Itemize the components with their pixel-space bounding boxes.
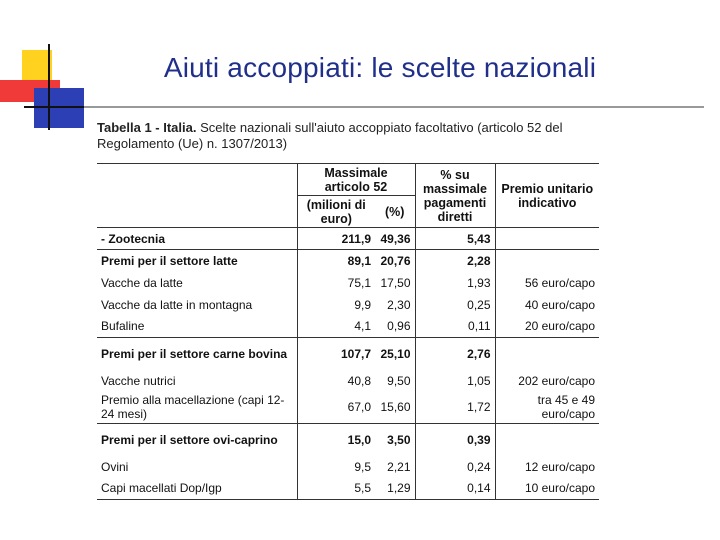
cell-pct-su: 0,11: [415, 316, 495, 338]
cell-pct-su: 0,14: [415, 478, 495, 500]
cell-pct: 0,96: [387, 319, 411, 334]
cell-premio: [495, 250, 599, 272]
cell-premio: [495, 338, 599, 370]
cell-pct-su: 2,76: [415, 338, 495, 370]
row-label: Bufaline: [101, 319, 145, 334]
table-row: [97, 392, 599, 424]
row-label: Premi per il settore carne bovina: [97, 338, 297, 370]
cell-pct-su: 0,24: [415, 456, 495, 478]
row-label: Capi macellati Dop/Igp: [97, 478, 297, 500]
cell-pct: 25,10: [375, 338, 415, 370]
cell-milioni: 9,5: [297, 456, 375, 478]
cell-pct-su: 1,72: [415, 392, 495, 424]
cell-pct-su: 0,39: [415, 424, 495, 456]
row-label: - Zootecnia: [97, 228, 297, 250]
table-row: [97, 456, 599, 478]
header-pct: (%): [375, 196, 415, 228]
row-label: Ovini: [101, 459, 129, 474]
caption-text: Scelte nazionali sull'aiuto accoppiato facoltativo (articolo 52 del Regolamento (Ue) n. 1307/2013): [97, 120, 563, 151]
cell-milioni: 4,1: [297, 316, 375, 338]
table-row: [97, 250, 599, 272]
table-row: [97, 424, 599, 456]
header-premio-unitario: Premio unitario indicativo: [495, 164, 599, 228]
table-row: [97, 228, 599, 250]
cell-pct: 9,50: [387, 373, 411, 388]
table-row: [97, 478, 599, 500]
table-row: [97, 294, 599, 316]
row-label: Premio alla macellazione (capi 12-24 mesi): [101, 393, 285, 422]
cell-pct: 15,60: [380, 400, 411, 415]
cell-milioni: 40,8: [297, 370, 375, 392]
cell-pct-su: 5,43: [415, 228, 495, 250]
cell-pct-su: 0,25: [415, 294, 495, 316]
table-row: [97, 316, 599, 338]
row-label: Premi per il settore latte: [97, 250, 297, 272]
header-pct-su-massimale: % su massimale pagamenti diretti: [415, 164, 495, 228]
header-milioni: (milioni di euro): [297, 196, 375, 228]
cell-premio: tra 45 e 49 euro/capo: [495, 392, 599, 424]
cell-premio: 12 euro/capo: [495, 456, 599, 478]
decor-horizontal-rule-accent: [24, 106, 84, 108]
table-row: [97, 370, 599, 392]
cell-premio: 10 euro/capo: [495, 478, 599, 500]
slide-title: Aiuti accoppiati: le scelte nazionali: [163, 52, 597, 83]
data-table: [97, 163, 599, 500]
cell-pct: 17,50: [380, 275, 411, 290]
cell-milioni: 15,0: [297, 424, 375, 456]
cell-premio: [495, 228, 599, 250]
table-caption: [97, 120, 597, 152]
header-massimale: Massimale articolo 52: [297, 164, 415, 196]
cell-milioni: 211,9: [297, 228, 375, 250]
cell-premio: 56 euro/capo: [495, 272, 599, 294]
cell-pct: 49,36: [375, 228, 415, 250]
cell-pct: 1,29: [375, 478, 415, 500]
row-label: Vacche nutrici: [101, 373, 176, 388]
cell-milioni: 5,5: [297, 478, 375, 500]
cell-pct: 2,21: [387, 459, 411, 474]
cell-milioni: 67,0: [297, 392, 375, 424]
caption-label: Tabella 1 - Italia.: [97, 120, 197, 135]
table-row: [97, 338, 599, 370]
cell-premio: 20 euro/capo: [495, 316, 599, 338]
cell-premio: [495, 424, 599, 456]
cell-premio: 40 euro/capo: [495, 294, 599, 316]
table-container: [97, 163, 599, 500]
cell-pct-su: 2,28: [415, 250, 495, 272]
cell-pct-su: 1,05: [415, 370, 495, 392]
table-body: [97, 228, 599, 500]
cell-premio: 202 euro/capo: [495, 370, 599, 392]
cell-milioni: 107,7: [297, 338, 375, 370]
row-label: Premi per il settore ovi-caprino: [97, 424, 297, 456]
cell-pct: 2,30: [387, 297, 411, 312]
cell-pct: 20,76: [375, 250, 415, 272]
table-row: [97, 272, 599, 294]
row-label: Vacche da latte: [101, 275, 183, 290]
cell-milioni: 89,1: [297, 250, 375, 272]
cell-milioni: 9,9: [297, 294, 375, 316]
decor-blue-square: [34, 88, 84, 128]
cell-pct-su: 1,93: [415, 272, 495, 294]
cell-milioni: 75,1: [297, 272, 375, 294]
row-label: Vacche da latte in montagna: [101, 297, 253, 312]
cell-pct: 3,50: [375, 424, 415, 456]
decor-horizontal-rule: [24, 106, 704, 108]
